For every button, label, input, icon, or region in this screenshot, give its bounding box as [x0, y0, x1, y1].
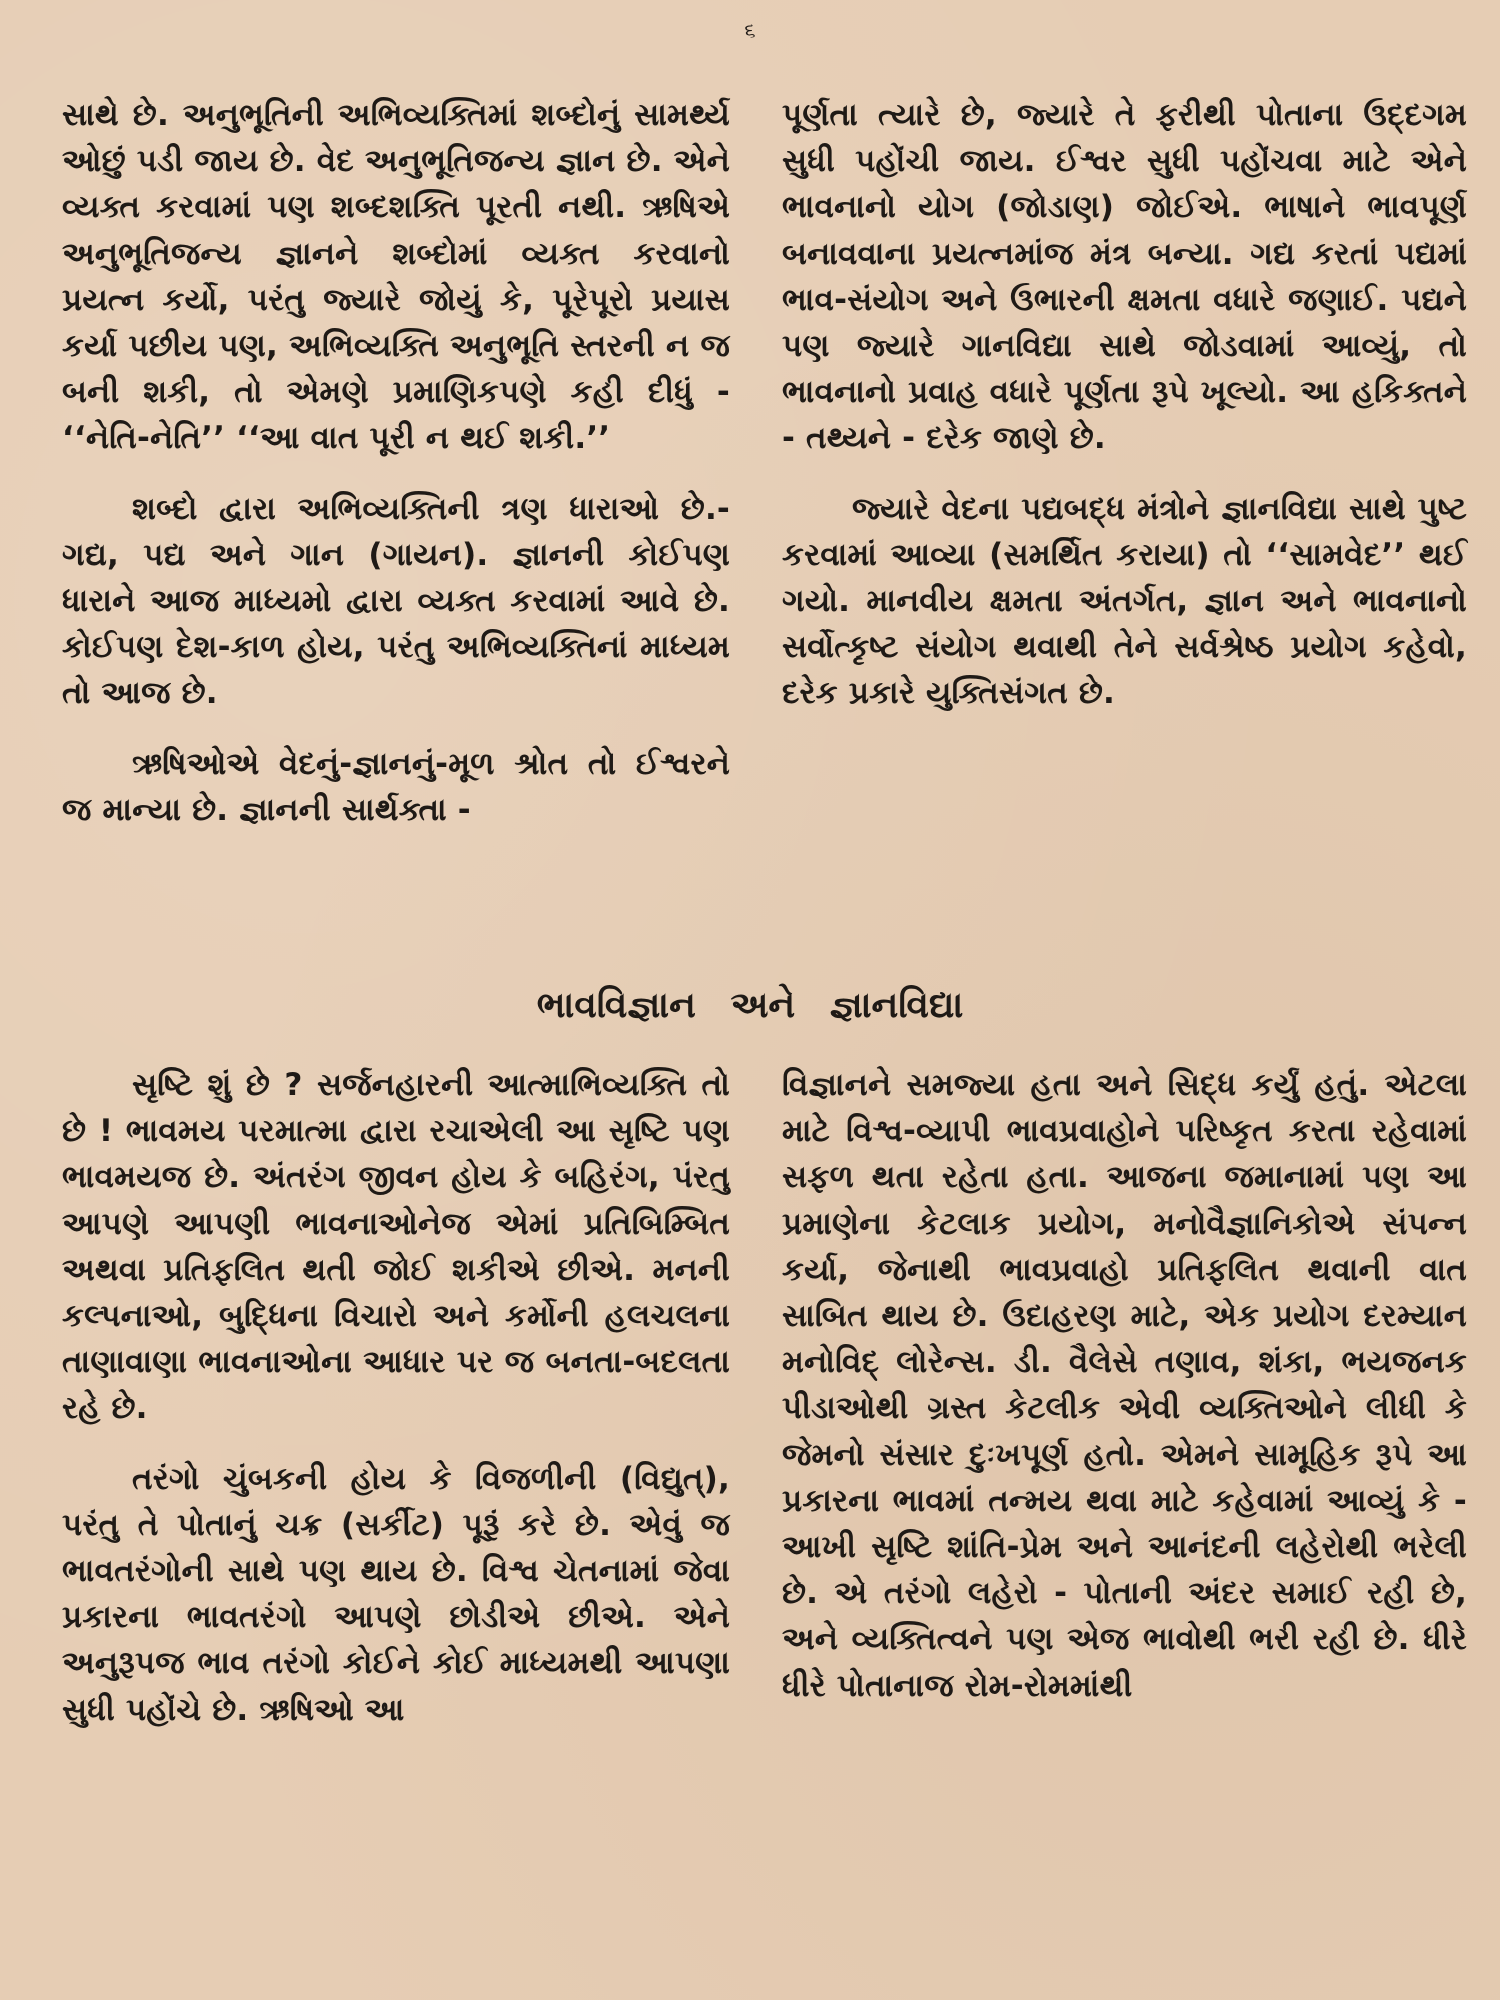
- top-left-column: [62, 92, 730, 833]
- paragraph: વિજ્ઞાનને સમજ્યા હતા અને સિદ્ધ કર્યું હતું. એટલા માટે વિશ્વ-વ્યાપી ભાવપ્રવાહોને પરિષ્કૃત કરતા રહેવામાં સફળ થતા રહેતા હતા. આજના જમાનામાં પણ આ પ્રમાણેના કેટલાક પ્રયોગ, મનોવૈજ્ઞાનિકોએ સંપન્ન કર્યા, જેનાથી ભાવપ્રવાહો પ્રતિફલિત થવાની વાત સાબિત થાય છે. ઉદાહરણ માટે, એક પ્રયોગ દરમ્યાન મનોવિદ્ લોરેન્સ. ડી. વૈલેસે તણાવ, શંકા, ભયજનક પીડાઓથી ગ્રસ્ત કેટલીક એવી વ્યક્તિઓને લીધી કે જેમનો સંસાર દુઃખપૂર્ણ હતો. એમને સામૂહિક રૂપે આ પ્રકારના ભાવમાં તન્મય થવા માટે કહેવામાં આવ્યું કે - આખી સૃષ્ટિ શાંતિ-પ્રેમ અને આનંદની લહેરોથી ભરેલી છે. એ તરંગો લહેરો - પોતાની અંદર સમાઈ રહી છે, અને વ્યક્તિત્વને પણ એજ ભાવોથી ભરી રહી છે. ધીરે ધીરે પોતાનાજ રોમ-રોમમાંથી: [782, 1067, 1467, 1704]
- bottom-left-column: [62, 1062, 730, 1733]
- paragraph: શબ્દો દ્વારા અભિવ્યક્તિની ત્રણ ધારાઓ છે.- ગદ્ય, પદ્ય અને ગાન (ગાયન). જ્ઞાનની કોઈપણ ધારાને આજ માધ્યમો દ્વારા વ્યક્ત કરવામાં આવે છે. કોઈપણ દેશ-કાળ હોય, પરંતુ અભિવ્યક્તિનાં માધ્યમ તો આજ છે.: [62, 490, 730, 712]
- section-heading: ભાવવિજ્ઞાન અને જ્ઞાનવિદ્યા: [536, 985, 964, 1026]
- page-number: ૬: [744, 18, 756, 42]
- paragraph: ઋષિઓએ વેદનું-જ્ઞાનનું-મૂળ શ્રોત તો ઈશ્વરને જ માન્યા છે. જ્ઞાનની સાર્થક્તા -: [62, 745, 730, 828]
- paragraph: સૃષ્ટિ શું છે ? સર્જનહારની આત્માભિવ્યક્તિ તો છે ! ભાવમય પરમાત્મા દ્વારા રચાએલી આ સૃષ્ટિ પણ ભાવમયજ છે. અંતરંગ જીવન હોય કે બહિરંગ, પંરતુ આપણે આપણી ભાવનાઓનેજ એમાં પ્રતિબિમ્બિત અથવા પ્રતિફલિત થતી જોઈ શકીએ છીએ. મનની કલ્પનાઓ, બુદ્ધિના વિચારો અને કર્મોની હલચલના તાણાવાણા ભાવનાઓના આધાર પર જ બનતા-બદલતા રહે છે.: [62, 1067, 730, 1427]
- paragraph: જ્યારે વેદના પદ્યબદ્ધ મંત્રોને જ્ઞાનવિદ્યા સાથે પુષ્ટ કરવામાં આવ્યા (સમર્થિત કરાયા) તો ‘‘સામવેદ’’ થઈ ગયો. માનવીય ક્ષમતા અંતર્ગત, જ્ઞાન અને ભાવનાનો સર્વોત્કૃષ્ટ સંયોગ થવાથી તેને સર્વશ્રેષ્ઠ પ્રયોગ કહેવો, દરેક પ્રકારે યુક્તિસંગત છે.: [782, 490, 1467, 712]
- top-right-column: [782, 92, 1467, 717]
- paragraph: તરંગો ચુંબકની હોય કે વિજળીની (વિદ્યુત્), પરંતુ તે પોતાનું ચક્ર (સર્કીટ) પૂરૂં કરે છે. એવું જ ભાવતરંગોની સાથે પણ થાય છે. વિશ્વ ચેતનામાં જેવા પ્રકારના ભાવતરંગો આપણે છોડીએ છીએ. એને અનુરૂપજ ભાવ તરંગો કોઈને કોઈ માધ્યમથી આપણા સુધી પહોંચે છે. ઋષિઓ આ: [62, 1460, 730, 1728]
- paragraph: સાથે છે. અનુભૂતિની અભિવ્યક્તિમાં શબ્દોનું સામર્થ્ય ઓછું પડી જાય છે. વેદ અનુભૂતિજન્ય જ્ઞાન છે. એને વ્યક્ત કરવામાં પણ શબ્દશક્તિ પૂરતી નથી. ઋષિએ અનુભૂતિજન્ય જ્ઞાનને શબ્દોમાં વ્યક્ત કરવાનો પ્રયત્ન કર્યો, પરંતુ જ્યારે જોયું કે, પૂરેપૂરો પ્રયાસ કર્યા પછીય પણ, અભિવ્યક્તિ અનુભૂતિ સ્તરની ન જ બની શકી, તો એમણે પ્રમાણિકપણે કહી દીધું - ‘‘નેતિ-નેતિ’’ ‘‘આ વાત પૂરી ન થઈ શકી.’’: [62, 97, 730, 457]
- paragraph: પૂર્ણતા ત્યારે છે, જ્યારે તે ફરીથી પોતાના ઉદ્દગમ સુધી પહોંચી જાય. ઈશ્વર સુધી પહોંચવા માટે એને ભાવનાનો યોગ (જોડાણ) જોઈએ. ભાષાને ભાવપૂર્ણ બનાવવાના પ્રયત્નમાંજ મંત્ર બન્યા. ગદ્ય કરતાં પદ્યમાં ભાવ-સંયોગ અને ઉભારની ક્ષમતા વધારે જણાઈ. પદ્યને પણ જ્યારે ગાનવિદ્યા સાથે જોડવામાં આવ્યું, તો ભાવનાનો પ્રવાહ વધારે પૂર્ણતા રૂપે ખૂલ્યો. આ હકિક્તને - તથ્યને - દરેક જાણે છે.: [782, 97, 1467, 457]
- bottom-right-column: [782, 1062, 1467, 1709]
